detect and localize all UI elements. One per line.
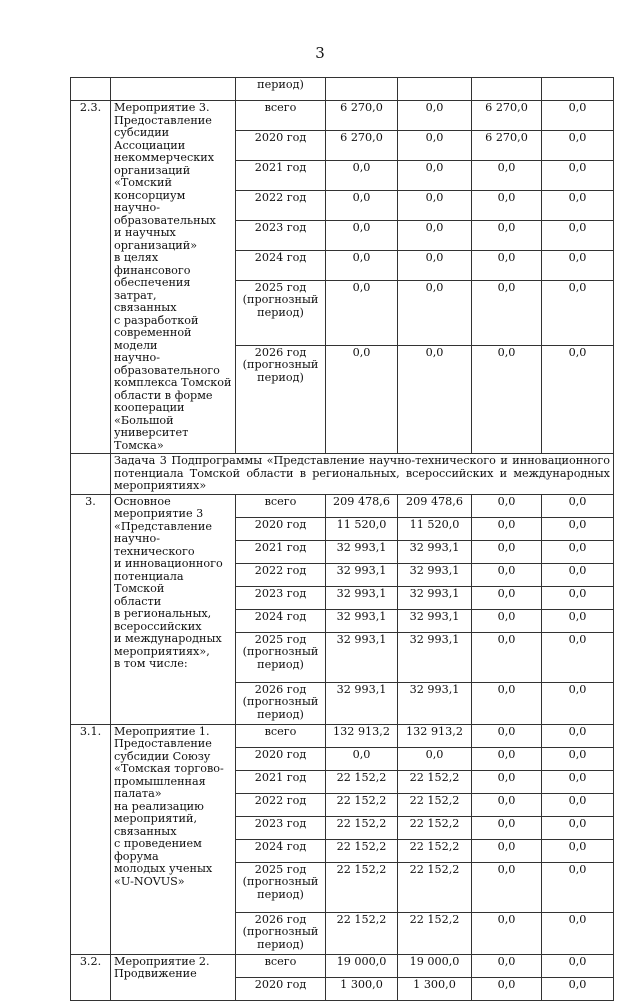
value-cell: 0,0 [326,345,398,453]
item-name: Мероприятие 2. Продвижение [111,954,236,1000]
value-cell: 0,0 [542,563,614,586]
value-cell: 1 300,0 [326,977,398,1000]
value-cell: 0,0 [542,190,614,220]
value-cell: 0,0 [472,724,542,747]
value-cell: 32 993,1 [398,609,472,632]
value-cell: 0,0 [472,682,542,724]
value-cell: 0,0 [472,160,542,190]
table-cell [111,78,236,101]
period-cell: 2026 год (прогнозный период) [236,345,326,453]
value-cell: 0,0 [472,190,542,220]
value-cell: 19 000,0 [398,954,472,977]
value-cell: 32 993,1 [326,682,398,724]
period-cell: 2023 год [236,586,326,609]
period-cell: 2020 год [236,517,326,540]
table-cell [71,454,111,495]
value-cell: 11 520,0 [326,517,398,540]
period-cell: всего [236,494,326,517]
value-cell: 0,0 [398,130,472,160]
value-cell: 0,0 [542,954,614,977]
value-cell: 0,0 [542,250,614,280]
period-cell: 2023 год [236,816,326,839]
item-number: 3. [71,494,111,724]
value-cell: 0,0 [542,517,614,540]
item-number: 3.2. [71,954,111,1000]
value-cell: 0,0 [542,912,614,954]
value-cell: 0,0 [472,250,542,280]
table-cell [472,78,542,101]
value-cell: 0,0 [472,494,542,517]
period-cell: 2022 год [236,563,326,586]
value-cell: 32 993,1 [398,682,472,724]
period-cell: 2020 год [236,747,326,770]
value-cell: 0,0 [542,793,614,816]
value-cell: 0,0 [472,862,542,912]
value-cell: 22 152,2 [398,793,472,816]
value-cell: 0,0 [472,770,542,793]
period-cell: период) [236,78,326,101]
value-cell: 0,0 [542,540,614,563]
value-cell: 22 152,2 [398,839,472,862]
period-cell: 2024 год [236,609,326,632]
value-cell: 0,0 [472,220,542,250]
period-cell: 2025 год (прогнозный период) [236,632,326,682]
value-cell: 0,0 [542,609,614,632]
period-cell: 2022 год [236,793,326,816]
value-cell: 22 152,2 [398,912,472,954]
value-cell: 0,0 [542,101,614,131]
value-cell: 0,0 [542,816,614,839]
value-cell: 22 152,2 [326,912,398,954]
value-cell: 0,0 [398,101,472,131]
value-cell: 132 913,2 [326,724,398,747]
value-cell: 0,0 [542,160,614,190]
value-cell: 0,0 [472,977,542,1000]
value-cell: 32 993,1 [326,609,398,632]
value-cell: 0,0 [542,345,614,453]
task-row [71,454,614,495]
value-cell: 0,0 [542,280,614,345]
value-cell: 22 152,2 [398,862,472,912]
period-cell: 2026 год (прогнозный период) [236,912,326,954]
value-cell: 0,0 [326,160,398,190]
budget-table [70,77,614,1001]
value-cell: 0,0 [542,839,614,862]
value-cell: 0,0 [398,220,472,250]
period-cell: 2020 год [236,977,326,1000]
value-cell: 0,0 [542,770,614,793]
table-row [71,724,614,747]
table-cell [542,78,614,101]
value-cell: 209 478,6 [326,494,398,517]
value-cell: 22 152,2 [326,839,398,862]
table-row [71,494,614,517]
value-cell: 32 993,1 [398,632,472,682]
period-cell: 2021 год [236,770,326,793]
value-cell: 0,0 [542,682,614,724]
value-cell: 0,0 [542,747,614,770]
value-cell: 132 913,2 [398,724,472,747]
value-cell: 6 270,0 [326,101,398,131]
value-cell: 0,0 [542,494,614,517]
value-cell: 22 152,2 [326,770,398,793]
value-cell: 0,0 [326,220,398,250]
value-cell: 0,0 [472,793,542,816]
value-cell: 32 993,1 [398,563,472,586]
value-cell: 0,0 [398,345,472,453]
item-name: Мероприятие 3. Предоставление субсидии Ассоциации некоммерческих организаций «Томский консорциум научно- образовательных и научных организаций» в целях финансового обеспечения затрат, связанных с разработкой современной модели научно- образовательного комплекса Томской области в форме кооперации «Большой университет Томска» [111,101,236,454]
value-cell: 0,0 [472,586,542,609]
period-cell: 2024 год [236,839,326,862]
value-cell: 0,0 [472,280,542,345]
period-cell: 2021 год [236,160,326,190]
table-cell [326,78,398,101]
period-cell: 2023 год [236,220,326,250]
period-cell: всего [236,101,326,131]
period-cell: 2025 год (прогнозный период) [236,862,326,912]
value-cell: 0,0 [542,977,614,1000]
value-cell: 22 152,2 [398,816,472,839]
value-cell: 1 300,0 [398,977,472,1000]
period-cell: 2020 год [236,130,326,160]
table-row [71,78,614,101]
value-cell: 0,0 [542,586,614,609]
value-cell: 32 993,1 [326,586,398,609]
value-cell: 22 152,2 [326,816,398,839]
value-cell: 32 993,1 [326,540,398,563]
period-cell: 2024 год [236,250,326,280]
value-cell: 0,0 [398,190,472,220]
value-cell: 0,0 [472,632,542,682]
value-cell: 0,0 [326,280,398,345]
value-cell: 0,0 [472,912,542,954]
value-cell: 0,0 [472,345,542,453]
value-cell: 32 993,1 [326,563,398,586]
value-cell: 32 993,1 [398,586,472,609]
value-cell: 32 993,1 [398,540,472,563]
value-cell: 22 152,2 [398,770,472,793]
value-cell: 0,0 [472,609,542,632]
value-cell: 0,0 [326,747,398,770]
value-cell: 22 152,2 [326,793,398,816]
task-title: Задача 3 Подпрограммы «Представление научно-технического и инновационного потенциала Томской области в региональных, всероссийских и международных мероприятиях» [111,454,614,495]
value-cell: 0,0 [472,747,542,770]
value-cell: 19 000,0 [326,954,398,977]
period-cell: всего [236,954,326,977]
value-cell: 0,0 [472,563,542,586]
value-cell: 0,0 [398,747,472,770]
value-cell: 0,0 [472,954,542,977]
period-cell: всего [236,724,326,747]
value-cell: 0,0 [542,220,614,250]
value-cell: 0,0 [542,130,614,160]
value-cell: 0,0 [398,250,472,280]
value-cell: 0,0 [542,862,614,912]
table-row [71,954,614,977]
value-cell: 0,0 [472,839,542,862]
value-cell: 0,0 [472,517,542,540]
table-cell [71,78,111,101]
period-cell: 2026 год (прогнозный период) [236,682,326,724]
period-cell: 2025 год (прогнозный период) [236,280,326,345]
value-cell: 6 270,0 [472,101,542,131]
value-cell: 0,0 [326,190,398,220]
value-cell: 32 993,1 [326,632,398,682]
page-number: 3 [315,44,325,62]
period-cell: 2022 год [236,190,326,220]
value-cell: 6 270,0 [326,130,398,160]
table-cell [398,78,472,101]
value-cell: 0,0 [398,160,472,190]
value-cell: 0,0 [542,724,614,747]
value-cell: 0,0 [398,280,472,345]
value-cell: 6 270,0 [472,130,542,160]
value-cell: 0,0 [472,540,542,563]
item-name: Основное мероприятие 3 «Представление научно-технического и инновационного потенциала Томской области в региональных, всероссийских и международных мероприятиях», в том числе: [111,494,236,724]
item-number: 2.3. [71,101,111,454]
value-cell: 22 152,2 [326,862,398,912]
table-row [71,101,614,131]
value-cell: 11 520,0 [398,517,472,540]
value-cell: 209 478,6 [398,494,472,517]
item-number: 3.1. [71,724,111,954]
value-cell: 0,0 [326,250,398,280]
value-cell: 0,0 [472,816,542,839]
value-cell: 0,0 [542,632,614,682]
period-cell: 2021 год [236,540,326,563]
item-name: Мероприятие 1. Предоставление субсидии Союзу «Томская торгово- промышленная палата» на реализацию мероприятий, связанных с проведением форума молодых ученых «U-NOVUS» [111,724,236,954]
